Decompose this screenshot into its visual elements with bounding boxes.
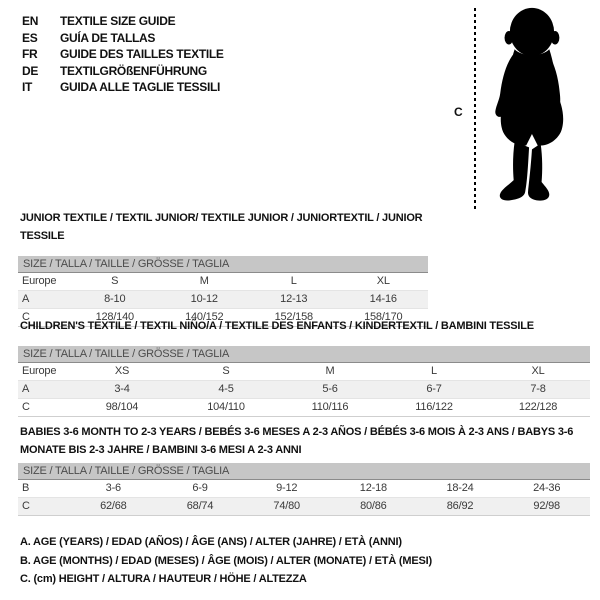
table-cell: 10-12 [190,293,218,305]
table-cell: 24-36 [533,482,561,494]
table-cell: 80/86 [360,500,387,512]
table-cell: 62/68 [100,500,127,512]
language-title: TEXTILGRÖßENFÜHRUNG [60,63,207,78]
row-label: A [22,383,30,395]
table-cell: XL [376,275,390,287]
table-cell: L [431,365,437,377]
language-row [22,46,224,63]
table-cell: 6-9 [192,482,208,494]
language-title: TEXTILE SIZE GUIDE [60,14,176,28]
table-cell: 5-6 [322,383,338,395]
table-row [18,480,590,498]
table-cell: 104/110 [207,401,245,413]
table-cell: 116/122 [415,401,453,413]
language-title-list [22,13,224,96]
table-cell: 128/140 [95,311,134,323]
legend-line: A. AGE (YEARS) / EDAD (AÑOS) / ÂGE (ANS) / ALTER (JAHRE) / ETÀ (ANNI) [20,536,402,548]
table-cell: 122/128 [518,401,558,413]
language-title: GUÍA DE TALLAS [60,30,156,45]
table-cell: 152/158 [274,311,313,323]
toddler-silhouette-icon [482,5,580,209]
height-measure-label-c: C [454,105,463,119]
table-cell: M [325,365,335,377]
childrens-textile-section [18,317,590,417]
table-cell: 8-10 [104,293,126,305]
table-cell: 12-18 [359,482,387,494]
section-title: JUNIOR TEXTILE / TEXTIL JUNIOR/ TEXTILE JUNIOR / JUNIORTEXTIL / JUNIOR TESSILE [20,212,423,242]
table-row [18,363,590,381]
legend-line: B. AGE (MONTHS) / EDAD (MESES) / ÂGE (MOIS) / ALTER (MONATE) / ETÀ (MESI) [20,554,432,567]
table-row [18,273,428,291]
size-table [18,363,590,417]
section-title: CHILDREN'S TEXTILE / TEXTIL NIÑO/A / TEXTILE DES ENFANTS / KINDERTEXTIL / BAMBINI TESSILE [20,320,534,332]
row-label: C [22,401,30,413]
language-row [22,13,224,30]
table-cell: XL [531,365,545,377]
language-code: DE [22,63,39,78]
legend [20,533,432,589]
table-cell: L [290,275,297,287]
table-cell: 158/170 [364,311,403,323]
table-cell: 86/92 [446,500,474,512]
size-header-bar: SIZE / TALLA / TAILLE / GRÖSSE / TAGLIA [18,256,428,273]
row-label: B [22,482,30,494]
table-cell: 4-5 [218,383,234,395]
table-cell: 3-4 [114,383,130,395]
legend-line: C. (cm) HEIGHT / ALTURA / HAUTEUR / HÖHE / ALTEZZA [20,573,307,585]
table-row [18,291,428,309]
table-cell: 12-13 [280,293,308,305]
row-label: C [22,311,30,323]
table-cell: 6-7 [426,383,442,395]
height-measure-dashed-line [474,8,476,209]
table-row [18,399,590,417]
language-title: GUIDE DES TAILLES TEXTILE [60,47,224,61]
table-row [18,498,590,516]
table-cell: 14-16 [369,293,397,305]
toddler-figure [448,0,600,215]
size-header-bar: SIZE / TALLA / TAILLE / GRÖSSE / TAGLIA [18,463,590,480]
language-code: IT [22,80,33,94]
language-title: GUIDA ALLE TAGLIE TESSILI [60,80,221,94]
table-cell: 9-12 [276,482,298,494]
row-label: Europe [22,365,57,377]
table-cell: XS [114,365,130,377]
language-row [22,79,224,96]
language-row [22,30,224,47]
table-cell: 98/104 [105,401,139,413]
table-cell: 3-6 [105,482,121,494]
language-code: FR [22,47,38,61]
table-row [18,381,590,399]
table-cell: 74/80 [273,500,300,512]
table-cell: 18-24 [446,482,474,494]
table-cell: S [111,275,119,287]
size-table [18,480,590,516]
junior-textile-section [18,209,428,327]
row-label: Europe [22,275,57,287]
table-cell: 68/74 [186,500,214,512]
size-header-bar: SIZE / TALLA / TAILLE / GRÖSSE / TAGLIA [18,346,590,363]
row-label: C [22,500,30,512]
table-cell: 140/152 [185,311,224,323]
row-label: A [22,293,30,305]
language-code: EN [22,14,39,28]
table-cell: 7-8 [530,383,546,395]
table-cell: 92/98 [533,500,560,512]
table-cell: S [222,365,230,377]
language-row [22,63,224,80]
table-cell: 110/116 [311,401,349,413]
babies-textile-section [18,423,590,516]
section-title: BABIES 3-6 MONTH TO 2-3 YEARS / BEBÉS 3-6 MESES A 2-3 AÑOS / BÉBÉS 3-6 MOIS À 2-3 ANS / BABYS 3-6 MONATE BIS 2-3 JAHRE / BAMBINI 3-6 MESI A 2-3 ANNI [20,426,574,456]
table-cell: M [199,275,209,287]
language-code: ES [22,30,38,45]
